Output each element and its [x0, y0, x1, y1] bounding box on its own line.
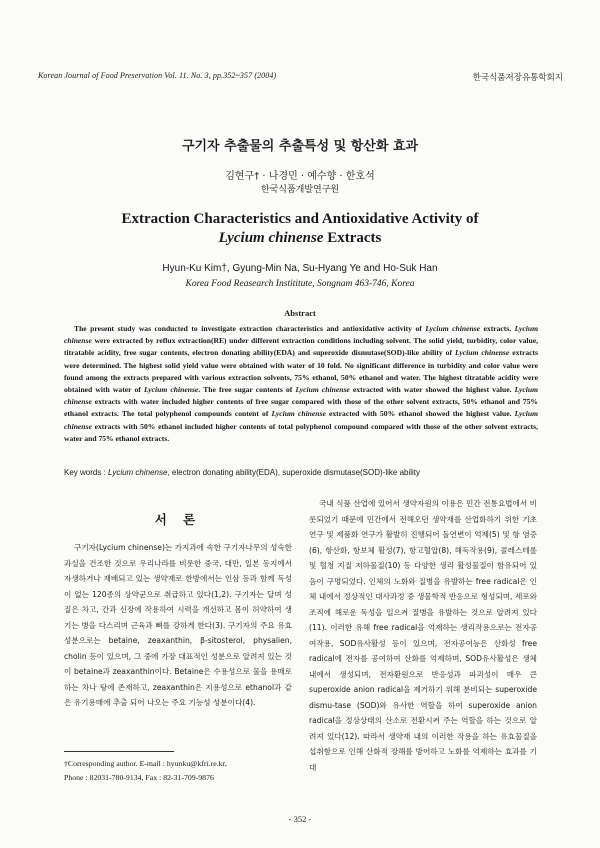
english-title-line1: Extraction Characteristics and Antioxidative Activity of [121, 211, 479, 227]
english-title [0, 210, 600, 248]
abstract-heading: Abstract [284, 308, 316, 318]
section-title-introduction: 서 론 [154, 512, 202, 527]
english-title-species: Lycium chinense [218, 230, 324, 246]
english-affiliation: Korea Food Reasearch Instititute, Songnam 463-746, Korea [185, 279, 415, 289]
intro-right-column [309, 496, 537, 775]
footnote [64, 757, 304, 785]
footnote-divider [64, 751, 174, 752]
keywords [64, 468, 538, 477]
intro-left-column [64, 540, 292, 711]
society-header: 한국식품저장유통학회지 [472, 73, 563, 83]
keywords-rest: , electron donating ability(EDA), superoxide dismutase(SOD)-like ability [167, 468, 421, 477]
keywords-species: Lycium chinense [108, 468, 168, 477]
abstract-body: The present study was conducted to investigate extraction characteristics and antioxidative activity of Lycium chinense extracts. Lycium chinense were extracted by reflux extraction(RE) under different extraction conditions including solvent. The solid yield, turbidity, color value, titratable acidity, free sugar contents, electron donating ability(EDA) and superoxide dismutase(SOD)-like ability of Lycium chinense extracts were determined. The highest solid yield value were obtained with water of 10 fold. No significant difference in turbidity and color value were found among the extracts prepared with various extraction solvents, 75% ethanol, 50% ethanol and water. The highest titratable acidity were obtained with water of Lycium chinense. The free sugar contents of Lycium chinense extracted with water showed the highest value. Lycium chinense extracts with water included higher contents of free sugar compared with those of the other solvent extracts, 50% ethanol and 75% ethanol extracts. The total polyphenol compounds content of Lycium chinense extracted with 50% ethanol showed the highest value. Lycium chinense extracts with 50% ethanol included higher contents of total polyphenol compound compared with those of the other solvent extracts, water and 75% ethanol extracts. [64, 324, 539, 443]
english-title-suffix: Extracts [323, 230, 382, 246]
korean-authors: 김현구† · 나경민 · 예수향 · 한호석 [225, 171, 375, 182]
intro-paragraph-1: 구기자(Lycium chinense)는 가지과에 속한 구기자나무의 성숙한 과실을 건조한 것으로 우리나라를 비롯한 중국, 대만, 일본 등지에서 자생하거나 재배되고 있는 생약재로 한방에서는 인삼 등과 함께 독성이 없는 120종의 상약군으로 취급하고 있다(1,2). 구기자는 달며 성질은 차고, 간과 신장에 작용하여 시력을 개선하고 몸이 허약하여 생기는 병을 다스리며 근육과 뼈를 강하게 한다(3). 구기자의 주요 유효성분으로는 betaine, zeaxanthin, β-sitosterol, physalien, cholin 등이 있으며, 그 중에 가장 대표적인 성분으로 알려져 있는 것이 betaine과 zeaxanthin이다. Betaine은 수용성으로 물을 용매로 하는 차나 탕에 존재하고, zeaxanthin은 지용성으로 ethanol과 같은 유기용매에 추출 되어 나오는 주요 기능성 성분이다(4). [64, 543, 292, 707]
footnote-email: †Corresponding author. E-mail : hyunku@kfri.re.kr, [64, 759, 227, 768]
english-authors: Hyun-Ku Kim†, Gyung-Min Na, Su-Hyang Ye and Ho-Suk Han [162, 263, 438, 274]
korean-title: 구기자 추출물의 추출특성 및 항산화 효과 [181, 139, 419, 154]
english-title-line2 [0, 229, 600, 248]
korean-affiliation: 한국식품개발연구원 [260, 185, 340, 195]
keywords-label: Key words : [64, 468, 109, 477]
page-number: - 352 - [288, 814, 312, 824]
journal-header: Korean Journal of Food Preservation Vol. 11. No. 3, pp.352~357 (2004) [38, 71, 277, 80]
footnote-phone: Phone : 82031-780-9134, Fax : 82-31-709-9876 [64, 773, 214, 782]
intro-paragraph-2: 국내 식품 산업에 있어서 생약자원의 이용은 민간 전통요법에서 비롯되었기 때문에 민간에서 전해오던 생약재를 산업화하기 위한 기초연구 및 제품화 연구가 활발히 진행되어 돌연변이 억제(5) 및 항 염증(6), 항산화, 항보체 활성(7), 항고혈압(8), 해독작용(9), 콜레스테롤 및 혈청 지질 저하물질(10) 등 다양한 생리 활성물질이 함유되어 있음이 구명되었다. 인체의 노화와 질병을 유발하는 free radical은 인체 내에서 정상적인 대사과정 중 생물학적 반응으로 형성되며, 세포와 조직에 해로운 독성을 일으켜 질병을 유발하는 것으로 알려져 있다(11). 이러한 유해 free radical을 억제하는 생리작용으로는 전자공여작용, SOD유사활성 등이 있으며, 전자공여능은 산화성 free radical에 전자를 공여하여 산화를 억제하며, SOD유사활성은 생체 내에서 생성되며, 전자환원으로 반응성과 파괴성이 매우 큰 superoxide anion radical을 제거하기 위해 분비되는 superoxide dismu-tase (SOD)와 유사한 역할을 하여 superoxide anion radical을 정상상태의 산소로 전환시켜 주는 역할을 하는 것으로 알려져 있다(12). 따라서 생약재 내의 이러한 작용을 하는 유효물질을 섭취함으로 인해 산화적 장해를 방어하고 노화를 억제하는 효과를 기대 [309, 499, 537, 772]
